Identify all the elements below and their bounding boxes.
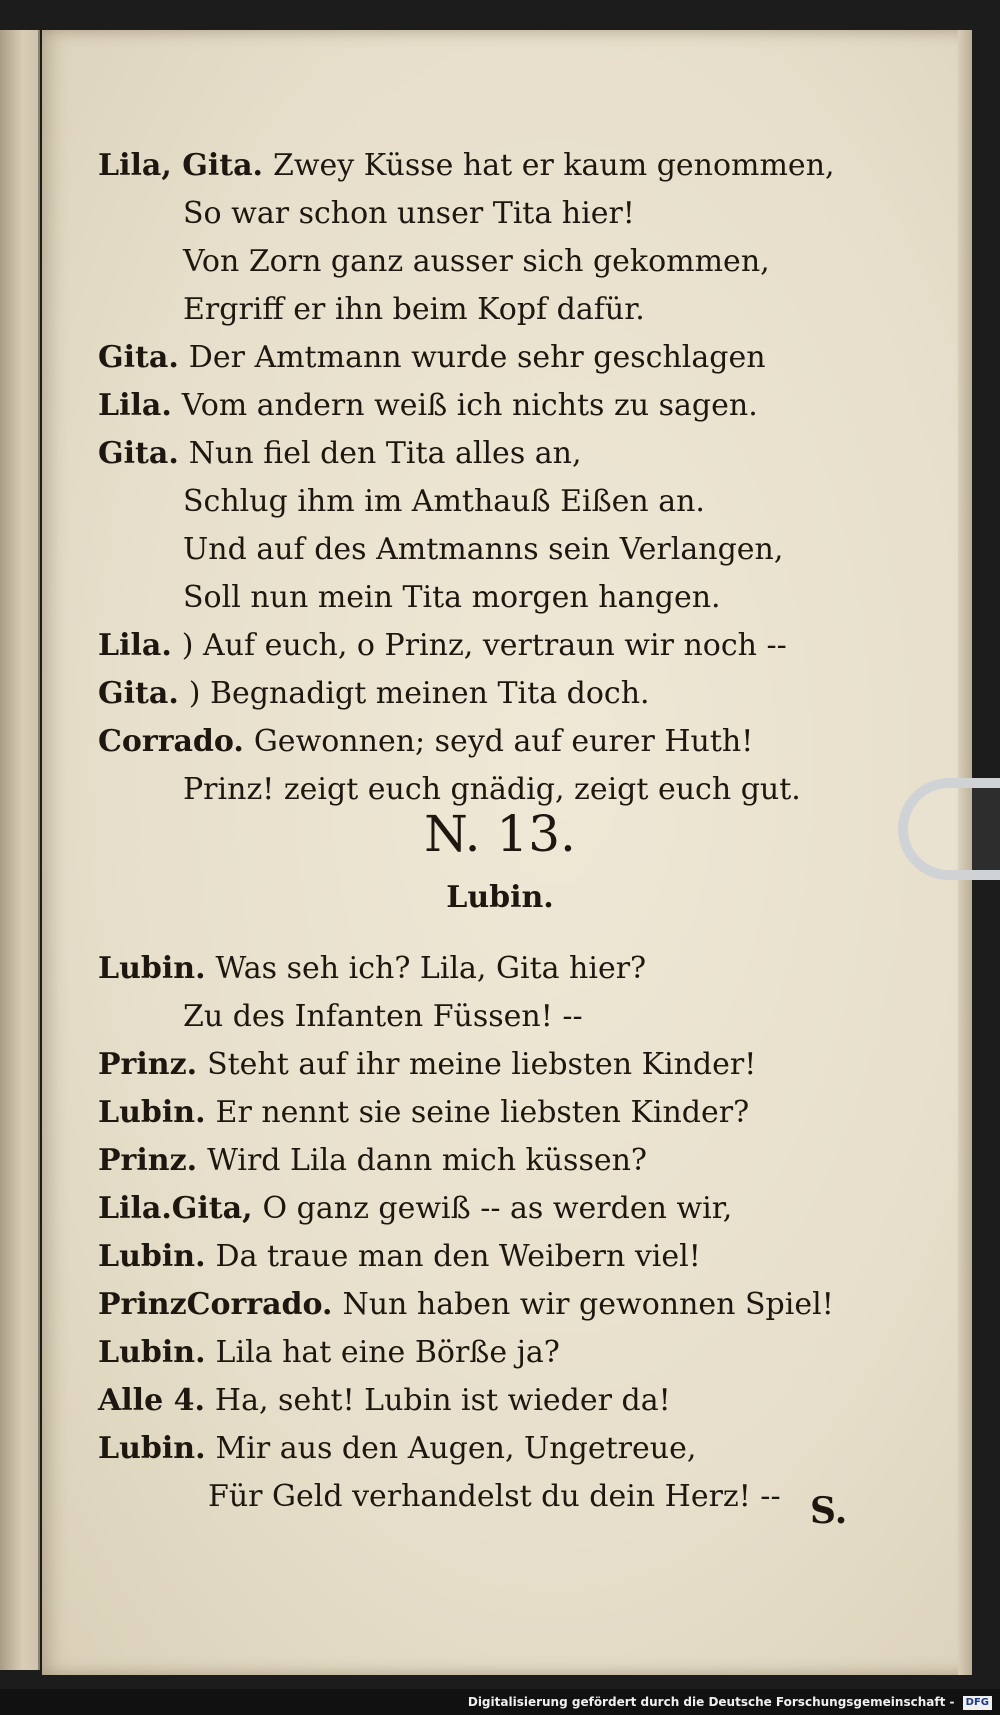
verse-text: Mir aus den Augen, Ungetreue, — [215, 1431, 697, 1466]
verse-text: Wird Lila dann mich küssen? — [207, 1143, 647, 1178]
verse-text: Von Zorn ganz ausser sich gekommen, — [183, 244, 770, 279]
verse-line — [98, 430, 898, 478]
speaker-name: Gita. — [98, 340, 179, 375]
verse-text: Schlug ihm im Amthauß Eißen an. — [183, 484, 705, 519]
verse-line — [98, 945, 898, 993]
verse-text: Nun fiel den Tita alles an, — [188, 436, 582, 471]
verse-text: So war schon unser Tita hier! — [183, 196, 635, 231]
verse-text: Lila hat eine Börße ja? — [215, 1335, 560, 1370]
verse-line — [98, 670, 898, 718]
verse-line — [98, 1425, 898, 1473]
verse-text: Gewonnen; seyd auf eurer Huth! — [253, 724, 754, 759]
footer-text: Digitalisierung gefördert durch die Deutsche Forschungsgemeinschaft - — [467, 1695, 955, 1709]
verse-text: Ergriff er ihn beim Kopf dafür. — [183, 292, 645, 327]
verse-text: Und auf des Amtmanns sein Verlangen, — [183, 532, 784, 567]
verse-text: Ha, seht! Lubin ist wieder da! — [214, 1383, 671, 1418]
verse-text: ) Begnadigt meinen Tita doch. — [188, 676, 650, 711]
speaker-name: Lubin. — [98, 1431, 206, 1466]
verse-line — [98, 1089, 898, 1137]
verse-text: Da traue man den Weibern viel! — [215, 1239, 701, 1274]
verse-line — [98, 1473, 898, 1521]
verse-line — [98, 238, 898, 286]
verse-line — [98, 142, 898, 190]
verse-text: Steht auf ihr meine liebsten Kinder! — [207, 1047, 757, 1082]
verse-text: Der Amtmann wurde sehr geschlagen — [188, 340, 766, 375]
speaker-name: Lubin. — [98, 1095, 206, 1130]
verse-text: Vom andern weiß ich nichts zu sagen. — [181, 388, 758, 423]
verse-line — [98, 1041, 898, 1089]
verse-line — [98, 1233, 898, 1281]
verse-line — [98, 718, 898, 766]
speaker-name: Gita. — [98, 436, 179, 471]
verse-line — [98, 622, 898, 670]
catchword: S. — [810, 1490, 848, 1532]
section-number: N. 13. — [424, 805, 576, 863]
speaker-name: Lila. — [98, 388, 172, 423]
speaker-name: Lila. — [98, 628, 172, 663]
speaker-name: Prinz. — [98, 1143, 198, 1178]
verse-line — [98, 1281, 898, 1329]
verse-text: ) Auf euch, o Prinz, vertraun wir noch -- — [181, 628, 787, 663]
verse-line — [98, 382, 898, 430]
speaker-name: Lubin. — [98, 951, 206, 986]
speaker-name: Lubin. — [98, 1239, 206, 1274]
verse-text: Soll nun mein Tita morgen hangen. — [183, 580, 721, 615]
speaker-name: Lila.Gita, — [98, 1191, 253, 1226]
verse-line — [98, 1329, 898, 1377]
footer-credit — [0, 1689, 1000, 1715]
dfg-logo: DFG — [963, 1696, 992, 1710]
verse-text: Zwey Küsse hat er kaum genommen, — [272, 148, 835, 183]
verse-text: Was seh ich? Lila, Gita hier? — [215, 951, 647, 986]
dialogue-block-lower — [98, 945, 898, 1521]
verse-line — [98, 1185, 898, 1233]
verse-text: Prinz! zeigt euch gnädig, zeigt euch gut. — [183, 772, 801, 807]
verse-line — [98, 1137, 898, 1185]
speaker-name: Lubin. — [98, 1335, 206, 1370]
scene-title: Lubin. — [446, 880, 554, 915]
verse-line — [98, 478, 898, 526]
speaker-name: PrinzCorrado. — [98, 1287, 333, 1322]
speaker-name: Gita. — [98, 676, 179, 711]
verse-line — [98, 334, 898, 382]
verse-text: O ganz gewiß -- as werden wir, — [262, 1191, 733, 1226]
verse-line — [98, 190, 898, 238]
dialogue-block-upper — [98, 142, 898, 814]
verse-text: Er nennt sie seine liebsten Kinder? — [215, 1095, 750, 1130]
verse-text: Zu des Infanten Füssen! -- — [183, 999, 583, 1034]
verse-text: Nun haben wir gewonnen Spiel! — [342, 1287, 834, 1322]
verse-line — [98, 286, 898, 334]
verse-line — [98, 574, 898, 622]
speaker-name: Prinz. — [98, 1047, 198, 1082]
verse-line — [98, 526, 898, 574]
verse-line — [98, 993, 898, 1041]
speaker-name: Alle 4. — [98, 1383, 205, 1418]
verse-line — [98, 1377, 898, 1425]
speaker-name: Lila, Gita. — [98, 148, 263, 183]
page-clip — [898, 778, 1000, 880]
verse-text: Für Geld verhandelst du dein Herz! -- — [208, 1479, 781, 1514]
speaker-name: Corrado. — [98, 724, 244, 759]
